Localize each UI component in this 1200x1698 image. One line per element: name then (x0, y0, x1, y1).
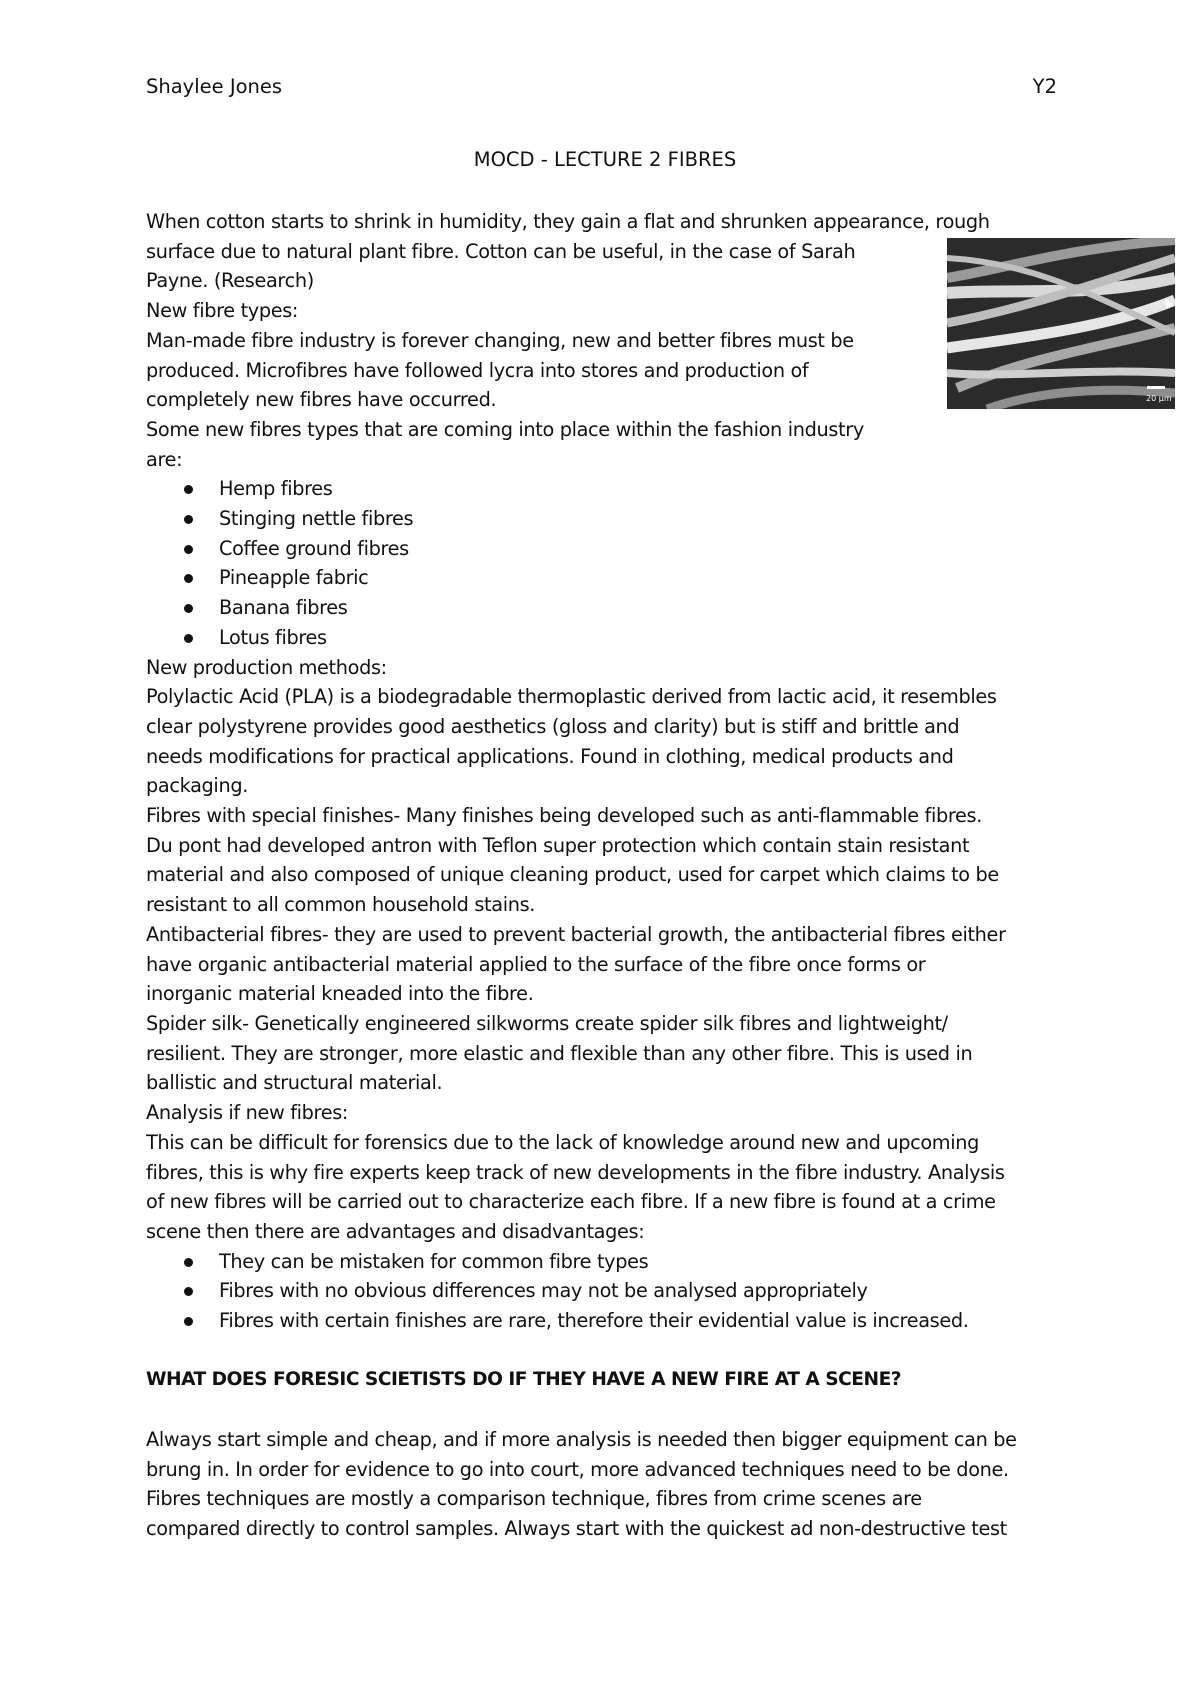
list-item-text: Lotus fibres (219, 625, 327, 649)
page-title: MOCD - LECTURE 2 FIBRES (473, 148, 737, 171)
list-item (146, 563, 1066, 593)
intro-line: Payne. (Research) (146, 269, 314, 293)
author-name: Shaylee Jones (146, 75, 283, 98)
list-item-text: They can be mistaken for common fibre types (219, 1249, 649, 1273)
body-line: inorganic material kneaded into the fibre. (146, 982, 534, 1006)
list-item (146, 1247, 1066, 1277)
bullet-icon (184, 1258, 193, 1267)
list-item (146, 474, 1066, 504)
intro-line: are: (146, 447, 183, 471)
list-item-text: Pineapple fabric (219, 566, 369, 590)
body-line: ballistic and structural material. (146, 1071, 443, 1095)
closing-line: Always start simple and cheap, and if more analysis is needed then bigger equipment can be (146, 1427, 1017, 1451)
bullet-icon (184, 634, 193, 643)
intro-line: Some new fibres types that are coming into place within the fashion industry (146, 417, 864, 441)
spacer (146, 1395, 1066, 1425)
list-item (146, 593, 1066, 623)
spacer (146, 1336, 1066, 1366)
body-line: needs modifications for practical applications. Found in clothing, medical products and (146, 744, 954, 768)
list-item-text: Fibres with certain finishes are rare, therefore their evidential value is increased. (219, 1309, 969, 1333)
body-line: Fibres with special finishes- Many finishes being developed such as anti-flammable fibres. (146, 804, 982, 828)
intro-line: completely new fibres have occurred. (146, 388, 497, 412)
scale-bar-label: 20 µm (1146, 394, 1172, 403)
list-item-text: Hemp fibres (219, 477, 333, 501)
bullet-icon (184, 604, 193, 613)
body-line: Spider silk- Genetically engineered silkworms create spider silk fibres and lightweight/ (146, 1011, 948, 1035)
body-line: Du pont had developed antron with Teflon super protection which contain stain resistant (146, 833, 970, 857)
closing-line: Fibres techniques are mostly a comparison technique, fibres from crime scenes are (146, 1487, 922, 1511)
closing-line: compared directly to control samples. Always start with the quickest ad non-destructive test (146, 1516, 1007, 1540)
subheading-production-methods: New production methods: (146, 655, 387, 679)
intro-line: surface due to natural plant fibre. Cotton can be useful, in the case of Sarah (146, 239, 856, 263)
intro-line: When cotton starts to shrink in humidity, they gain a flat and shrunken appearance, rough (146, 210, 990, 233)
list-item-text: Banana fibres (219, 596, 348, 620)
body-line: Antibacterial fibres- they are used to prevent bacterial growth, the antibacterial fibres either (146, 922, 1006, 946)
question-heading: WHAT DOES FORESIC SCIETISTS DO IF THEY HAVE A NEW FIRE AT A SCENE? (146, 1369, 902, 1391)
subheading-analysis: Analysis if new fibres: (146, 1101, 349, 1125)
closing-line: brung in. In order for evidence to go into court, more advanced techniques need to be done. (146, 1457, 1009, 1481)
body-line: have organic antibacterial material applied to the surface of the fibre once forms or (146, 952, 926, 976)
intro-line: produced. Microfibres have followed lycra into stores and production of (146, 358, 809, 382)
bullet-icon (184, 485, 193, 494)
subheading-new-fibre-types: New fibre types: (146, 299, 299, 323)
new-fibre-list (146, 474, 1066, 652)
list-item-text: Stinging nettle fibres (219, 507, 414, 531)
body-line: packaging. (146, 774, 248, 798)
body-line: resistant to all common household stains. (146, 893, 536, 917)
body-line: Polylactic Acid (PLA) is a biodegradable thermoplastic derived from lactic acid, it resembles (146, 685, 997, 709)
advantages-list (146, 1247, 1066, 1336)
bullet-icon (184, 1317, 193, 1326)
document-body (146, 207, 1066, 1544)
list-item (146, 534, 1066, 564)
body-line: clear polystyrene provides good aesthetics (gloss and clarity) but is stiff and brittle and (146, 714, 960, 738)
body-line: scene then there are advantages and disadvantages: (146, 1219, 645, 1243)
list-item (146, 504, 1066, 534)
list-item (146, 623, 1066, 653)
intro-line: Man-made fibre industry is forever changing, new and better fibres must be (146, 328, 854, 352)
body-line: of new fibres will be carried out to characterize each fibre. If a new fibre is found at a crime (146, 1190, 996, 1214)
list-item (146, 1276, 1066, 1306)
list-item (146, 1306, 1066, 1336)
bullet-icon (184, 574, 193, 583)
bullet-icon (184, 1287, 193, 1296)
body-line: material and also composed of unique cleaning product, used for carpet which claims to be (146, 863, 999, 887)
list-item-text: Coffee ground fibres (219, 536, 409, 560)
bullet-icon (184, 545, 193, 554)
year-label: Y2 (1032, 75, 1057, 98)
body-line: This can be difficult for forensics due to the lack of knowledge around new and upcoming (146, 1130, 980, 1154)
list-item-text: Fibres with no obvious differences may not be analysed appropriately (219, 1279, 868, 1303)
body-line: resilient. They are stronger, more elastic and flexible than any other fibre. This is used in (146, 1041, 973, 1065)
bullet-icon (184, 515, 193, 524)
body-line: fibres, this is why fire experts keep track of new developments in the fibre industry. Analysis (146, 1160, 1005, 1184)
